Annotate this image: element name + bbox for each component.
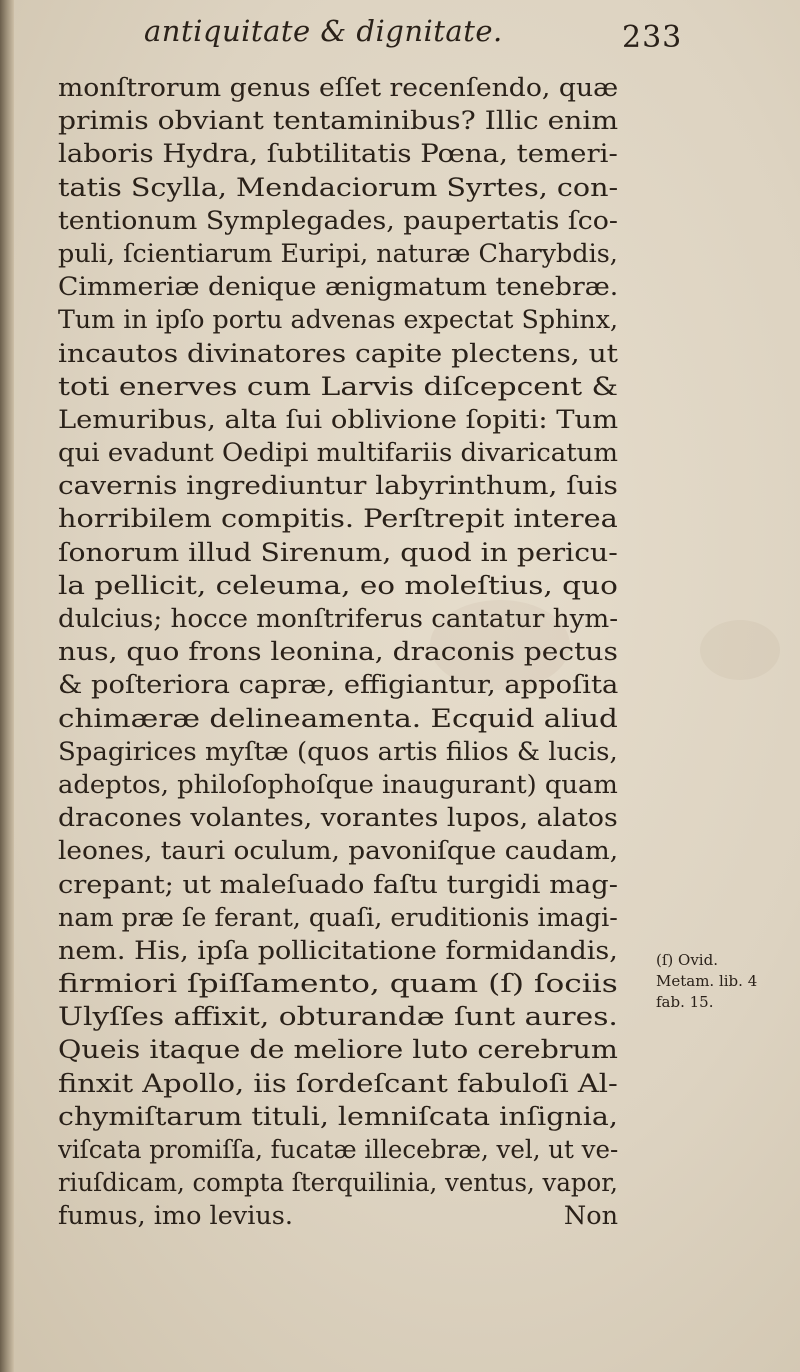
text-line [58,1134,618,1167]
text-line [58,669,618,702]
text-line [58,470,618,503]
book-gutter-shadow [0,0,14,1372]
text-line-content: la pellicit, celeuma, eo moleſtius, quo [58,570,618,601]
text-line-content: Lemuribus, alta ſui oblivione ſopiti: Tum [58,404,618,435]
text-line-content: primis obviant tentaminibus? Illic enim [58,106,618,137]
text-line [58,172,618,205]
text-line [58,371,618,404]
text-line-content: adeptos, philoſophoſque inaugurant) quam [58,769,618,800]
text-line-content: Tum in ipſo portu advenas expectat Sphinx, [58,305,618,336]
text-line [58,404,618,437]
text-line-content: Ulyſſes affixit, obturandæ ſunt aures. [58,1002,618,1033]
text-line-content: finxit Apollo, iis ſordeſcant fabuloſi Al- [58,1068,618,1099]
text-line [58,1101,618,1134]
margin-note-line: (ſ) Ovid. [656,951,718,969]
paper-stain [700,620,780,680]
text-line [58,138,618,171]
text-line [58,1167,618,1200]
text-line-content: dracones volantes, vorantes lupos, alatos [58,803,618,834]
text-line-content: dulcius; hocce monſtriferus cantatur hym- [58,604,618,634]
text-line [58,238,618,271]
text-line [58,72,618,105]
body-text [58,72,618,1234]
text-line-content: riuſdicam, compta ſterquilinia, ventus, vapor, [58,1168,618,1199]
text-line [58,537,618,570]
text-line [58,105,618,138]
text-line-content: puli, ſcientiarum Euripi, naturæ Charybdis, [58,238,618,269]
text-line-content: tentionum Symplegades, paupertatis ſco- [58,205,618,236]
margin-note-line: fab. 15. [656,993,714,1011]
page-header [0,8,800,55]
text-line-content: firmiori ſpiſſamento, quam (ſ) ſociis [58,969,618,1000]
text-line [58,603,618,636]
text-line [58,437,618,470]
text-line-content: nus, quo frons leonina, draconis pectus [58,637,618,668]
text-line-content: Spagirices myſtæ (quos artis filios & lucis, [58,736,618,767]
text-line [58,1068,618,1101]
text-line [58,1034,618,1067]
text-line [58,636,618,669]
text-line-content: incautos divinatores capite plectens, ut [58,338,618,369]
text-line-content: cavernis ingrediuntur labyrinthum, ſuis [58,471,618,502]
text-line-content: tatis Scylla, Mendaciorum Syrtes, con- [58,172,618,203]
text-line-content: fumus, imo levius. Non [58,1201,618,1232]
text-line-content: laboris Hydra, ſubtilitatis Pœna, temeri- [58,139,618,170]
text-line [58,304,618,337]
text-line-content: Queis itaque de meliore luto cerebrum [58,1035,618,1066]
text-line [58,205,618,238]
text-line [58,835,618,868]
text-line [58,769,618,802]
text-line [58,802,618,835]
text-line [58,570,618,603]
text-line [58,968,618,1001]
text-line-content: ſonorum illud Sirenum, quod in pericu- [58,537,618,568]
text-line [58,338,618,371]
text-line [58,271,618,304]
running-head: antiquitate & dignitate. [144,14,503,48]
text-line [58,869,618,902]
margin-note-line: Metam. lib. 4 [656,972,758,990]
page-number: 233 [622,20,683,55]
text-line-content: nem. His, ipſa pollicitatione formidandis, [58,935,618,966]
text-line-content: chymiſtarum tituli, lemniſcata inſignia, [58,1101,618,1132]
text-line [58,503,618,536]
text-line-content: horribilem compitis. Perſtrepit interea [58,504,618,535]
text-line [58,1200,618,1233]
text-line [58,935,618,968]
text-line-content: nam præ ſe ferant, quaſi, eruditionis imagi- [58,902,618,933]
text-line-content: chimæræ delineamenta. Ecquid aliud [58,703,618,734]
text-line-content: crepant; ut maleſuado faſtu turgidi mag- [58,869,618,900]
text-line-content: toti enerves cum Larvis diſcepcent & [58,371,618,402]
text-line [58,1001,618,1034]
text-line-content: qui evadunt Oedipi multifariis divaricatum [58,438,618,469]
text-line-content: Cimmeriæ denique ænigmatum tenebræ. [58,272,618,303]
text-line-content: viſcata promiſſa, fucatæ illecebræ, vel, ut ve- [58,1135,618,1165]
text-line-content: & poſteriora capræ, effigiantur, appoſita [58,670,618,701]
text-line-content: leones, tauri oculum, pavoniſque caudam, [58,836,618,867]
text-line-content: monſtrorum genus eſſet recenſendo, quæ [58,73,618,103]
text-line [58,736,618,769]
text-line [58,902,618,935]
text-line [58,703,618,736]
margin-note [656,950,776,1013]
